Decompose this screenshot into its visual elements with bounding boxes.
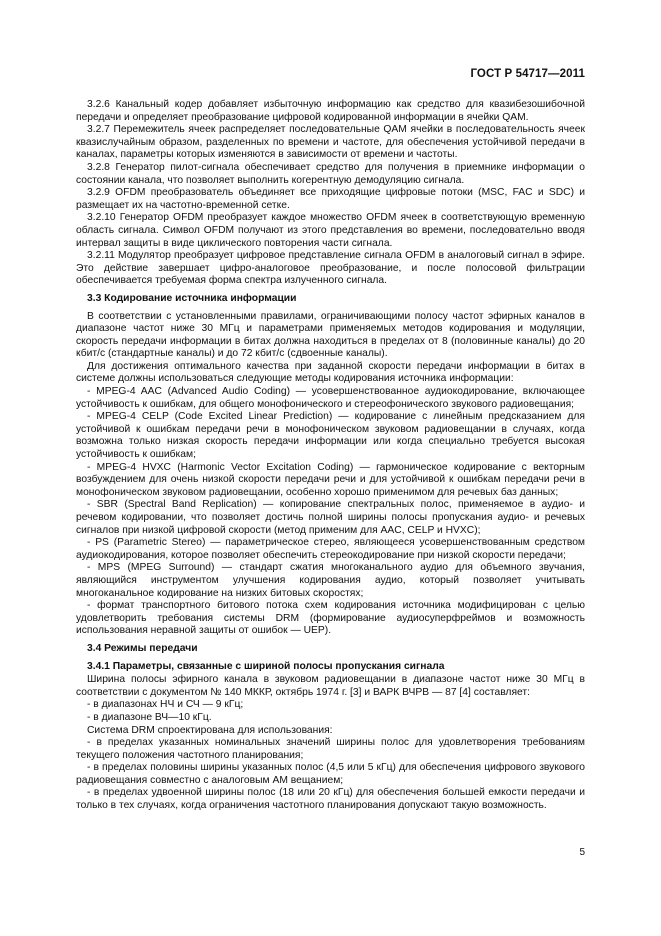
list-item: - MPEG-4 AAC (Advanced Audio Coding) — усовершенствованное аудиокодирование, включающее устойчивость к ошибкам, для общего монофонического и стереофонического звукового радиовещания; — [76, 386, 585, 410]
list-item: - MPS (MPEG Surround) — стандарт сжатия многоканального аудио для объемного звучания, являющийся инструментом улучшения кодирования аудио, который позволяет учитывать многоканальное кодирование на низких битовых скоростях; — [76, 562, 585, 599]
paragraph: 3.2.9 OFDM преобразователь объединяет все приходящие цифровые потоки (MSC, FAC и SDC) и размещает их на частотно-временной сетке. — [76, 187, 585, 211]
list-item: - PS (Parametric Stereo) — параметрическое стерео, являющееся усовершенствованным средством аудиокодирования, которое позволяет обеспечить стереокодирование при низкой скорости передачи; — [76, 537, 585, 561]
list-item: - в пределах половины ширины указанных полос (4,5 или 5 кГц) для обеспечения цифрового звукового радиовещания совместно с аналоговым АМ вещанием; — [76, 762, 585, 786]
section-heading-3-3: 3.3 Кодирование источника информации — [87, 292, 297, 304]
list-item: - MPEG-4 HVXC (Harmonic Vector Excitation Coding) — гармоническое кодирование с векторным возбуждением для очень низкой скорости передачи речи и для устойчивой к ошибкам передачи речи в монофоническом звуковом радиовещании, особенно хорошо применимом для речевых баз данных; — [76, 461, 585, 498]
paragraph: 3.2.11 Модулятор преобразует цифровое представление сигнала OFDM в аналоговый сигнал в эфире. Это действие завершает цифро-аналоговое преобразование, и после полосовой фильтрации обеспечивается требуемая форма спектра излученного сигнала. — [76, 250, 585, 287]
subsection-heading-3-4-1: 3.4.1 Параметры, связанные с шириной полосы пропускания сигнала — [87, 660, 445, 672]
paragraph: Ширина полосы эфирного канала в звуковом радиовещании в диапазоне частот ниже 30 МГц в соответствии с документом № 140 МККР, октябрь 1974 г. [3] и ВАРК ВЧРВ — 87 [4] составляет: — [76, 674, 585, 698]
list-item: - MPEG-4 CELP (Code Excited Linear Prediction) — кодирование с линейным предсказанием для устойчивой к ошибкам передачи речи в монофоническом звуковом радиовещании в случаях, когда возможна только низкая скорость передачи информации или когда специально требуется высокая устойчивость к ошибкам; — [76, 411, 585, 461]
list-item: - SBR (Spectral Band Replication) — копирование спектральных полос, применяемое в аудио- и речевом кодировании, что позволяет достичь полной ширины полосы пропускания аудио- и речевых сигналов при низкой цифровой скорости (метод применим для AAC, CELP и HVXC); — [76, 499, 585, 536]
paragraph: 3.2.10 Генератор OFDM преобразует каждое множество OFDM ячеек в соответствующую временную область сигнала. Символ OFDM получают из этого представления во времени, последовательно вводя интервал защиты в виде циклического повторения части сигнала. — [76, 212, 585, 249]
paragraph: Система DRM спроектирована для использования: — [87, 724, 333, 736]
list-item: - в диапазоне ВЧ—10 кГц. — [87, 711, 212, 723]
paragraph: Для достижения оптимального качества при заданной скорости передачи информации в битах в системе должны использоваться следующие методы кодирования источника информации: — [76, 360, 585, 385]
list-item: - в пределах указанных номинальных значений ширины полос для удовлетворения требованиям текущего положения частотного планирования; — [76, 737, 585, 761]
document-body — [76, 99, 585, 813]
list-item: - в пределах удвоенной ширины полос (18 или 20 кГц) для обеспечения большей емкости передачи и только в тех случаях, когда ограничения частотного планирования допускают такую возможность. — [76, 787, 585, 812]
page-number: 5 — [579, 847, 585, 858]
paragraph: 3.2.7 Перемежитель ячеек распределяет последовательные QAM ячейки в последовательность ячеек квазислучайным образом, разделенных по времени и частоте, для обеспечения устойчивой передачи в каналах, параметры которых изменяются в зависимости от времени и частоты. — [76, 124, 585, 161]
list-item: - формат транспортного битового потока схем кодирования источника модифицирован с целью удовлетворить требования системы DRM (формирование аудиосуперфреймов и возможность использования неравной защиты от ошибок — UEP). — [76, 600, 585, 637]
paragraph: В соответствии с установленными правилами, ограничивающими полосу частот эфирных каналов в диапазоне частот ниже 30 МГц и параметрами применяемых методов кодирования и модуляции, скорость передачи информации в битах должна находиться в пределах от 8 (половинные каналы) до 20 кбит/с (стандартные каналы) и до 72 кбит/с (сдвоенные каналы). — [76, 310, 585, 360]
document-id: ГОСТ Р 54717—2011 — [470, 68, 585, 80]
paragraph: 3.2.6 Канальный кодер добавляет избыточную информацию как средство для квазибезошибочной передачи и определяет преобразование цифровой кодированной информации в ячейки QAM. — [76, 99, 585, 123]
list-item: - в диапазонах НЧ и СЧ — 9 кГц; — [87, 699, 244, 711]
section-heading-3-4: 3.4 Режимы передачи — [87, 642, 198, 654]
paragraph: 3.2.8 Генератор пилот-сигнала обеспечивает средство для получения в приемнике информации о состоянии канала, что позволяет выполнить когерентную демодуляцию сигнала. — [76, 161, 585, 186]
